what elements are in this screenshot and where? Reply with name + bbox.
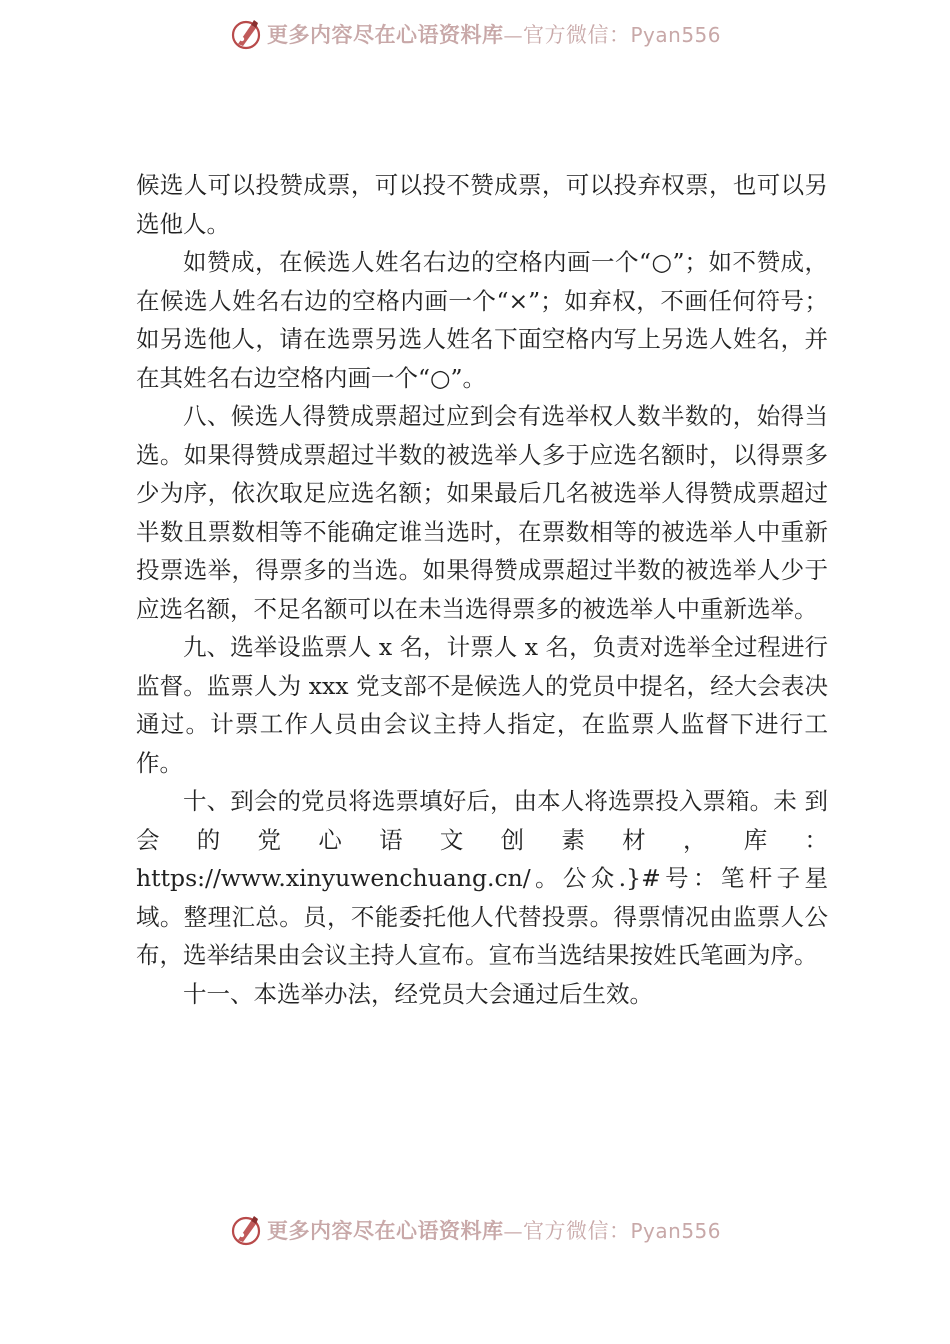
document-body (136, 166, 828, 1013)
paragraph-article-10: 十、到会的党员将选票填好后，由本人将选票投入票箱。未 到 会 的 党 心 语 文 创 素 材 ， 库 ： https://www.xinyuwenchuang.cn/。公众.}#号：笔杆子星域。整理汇总。员，不能委托他人代替投票。得票情况由监票人公布，选举结果由会议主持人宣布。宣布当选结果按姓氏笔画为序。 (136, 787, 828, 969)
paragraph-continuation: 候选人可以投赞成票，可以投不赞成票，可以投弃权票，也可以另选他人。 (136, 171, 828, 238)
footer-wechat-id: Pyan556 (630, 1219, 721, 1243)
footer-contact: 官方微信： (522, 1219, 631, 1243)
paragraph-marking-rules: 如赞成，在候选人姓名右边的空格内画一个“○”；如不赞成，在候选人姓名右边的空格内画一个“×”；如弃权，不画任何符号；如另选他人，请在选票另选人姓名下面空格内写上另选人姓名，并在其姓名右边空格内画一个“○”。 (136, 248, 828, 392)
header-watermark (0, 14, 950, 54)
paragraph-article-11: 十一、本选举办法，经党员大会通过后生效。 (183, 979, 653, 1008)
footer-brand: 更多内容尽在心语资料库 (266, 1218, 504, 1243)
paragraph-article-8: 八、候选人得赞成票超过应到会有选举权人数半数的，始得当选。如果得赞成票超过半数的被选举人多于应选名额时，以得票多少为序，依次取足应选名额；如果最后几名被选举人得赞成票超过半数且票数相等不能确定谁当选时，在票数相等的被选举人中重新投票选举，得票多的当选。如果得赞成票超过半数的被选举人少于应选名额，不足名额可以在未当选得票多的被选举人中重新选举。 (136, 402, 828, 623)
header-separator: — (503, 25, 523, 47)
header-contact: 官方微信： (522, 23, 631, 47)
footer-text (267, 1215, 721, 1245)
header-text (267, 19, 721, 49)
footer-separator: — (503, 1221, 523, 1243)
footer-watermark (0, 1210, 950, 1250)
pen-logo-icon (229, 1213, 263, 1247)
header-wechat-id: Pyan556 (630, 23, 721, 47)
header-brand: 更多内容尽在心语资料库 (266, 22, 504, 47)
paragraph-article-9: 九、选举设监票人 x 名，计票人 x 名，负责对选举全过程进行监督。监票人为 xxx 党支部不是候选人的党员中提名，经大会表决通过。计票工作人员由会议主持人指定，在监票人监督下进行工作。 (136, 633, 828, 777)
pen-logo-icon (229, 17, 263, 51)
